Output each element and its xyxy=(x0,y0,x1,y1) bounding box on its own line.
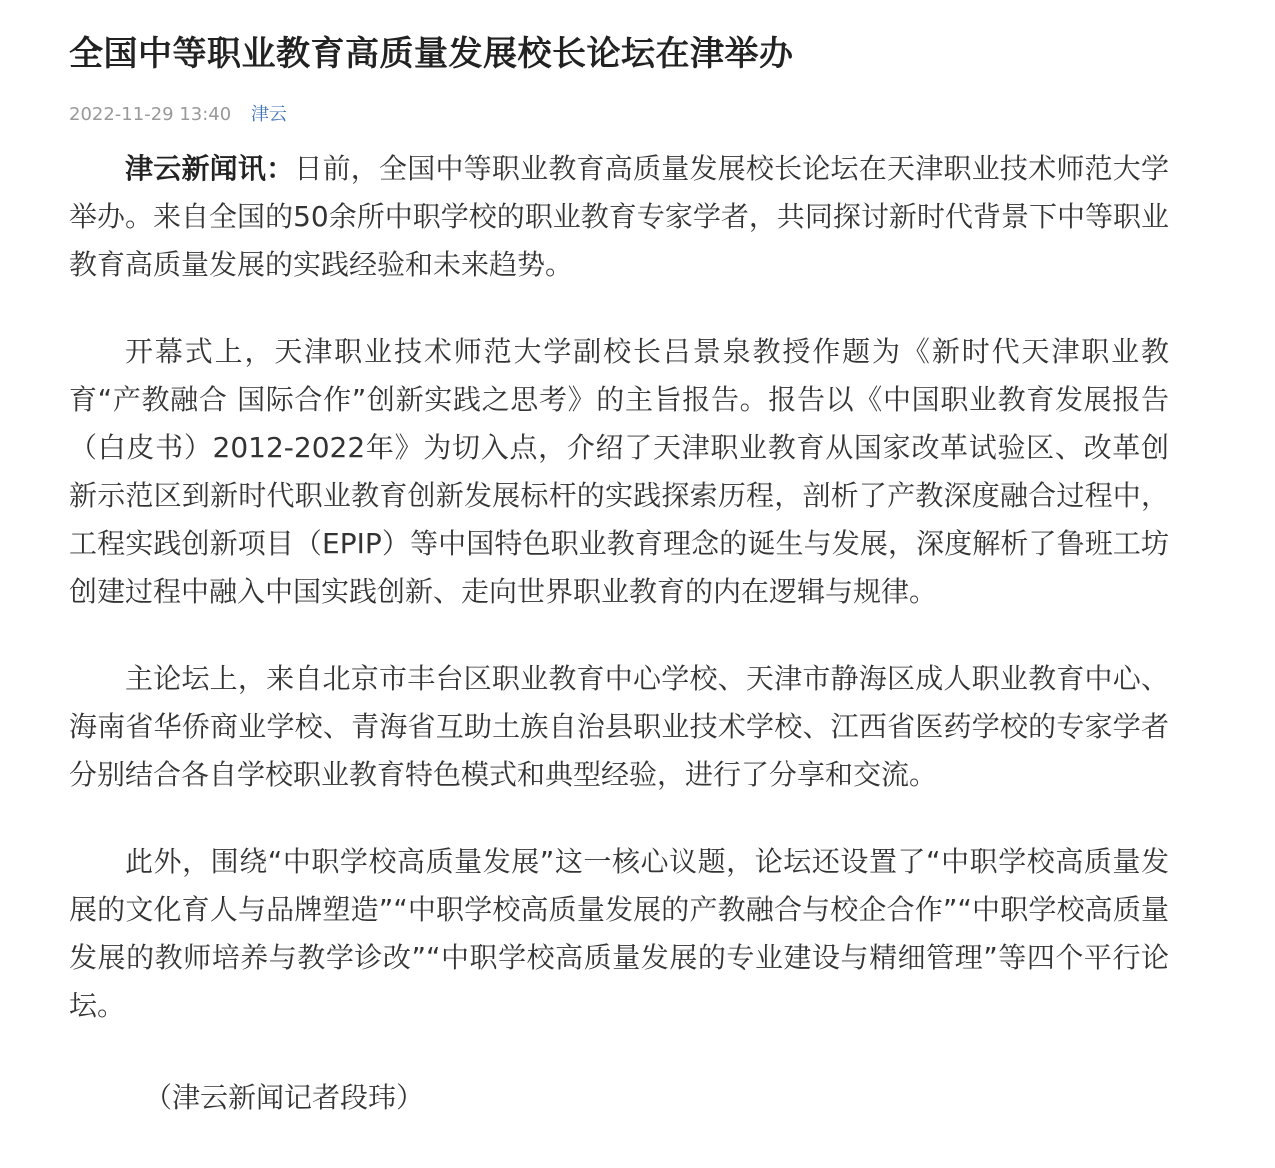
paragraph xyxy=(69,145,1169,289)
article-meta xyxy=(69,102,1169,128)
paragraph: 主论坛上，来自北京市丰台区职业教育中心学校、天津市静海区成人职业教育中心、海南省华侨商业学校、青海省互助土族自治县职业技术学校、江西省医药学校的专家学者分别结合各自学校职业教育特色模式和典型经验，进行了分享和交流。 xyxy=(69,662,1169,791)
publish-time: 2022-11-29 13:40 xyxy=(69,104,232,125)
article-body xyxy=(69,145,1169,1030)
byline: （津云新闻记者段玮） xyxy=(144,1081,425,1114)
paragraph: 开幕式上，天津职业技术师范大学副校长吕景泉教授作题为《新时代天津职业教育“产教融合 国际合作”创新实践之思考》的主旨报告。报告以《中国职业教育发展报告（白皮书）2012-2022年》为切入点，介绍了天津职业教育从国家改革试验区、改革创新示范区到新时代职业教育创新发展标杆的实践探索历程，剖析了产教深度融合过程中，工程实践创新项目（EPIP）等中国特色职业教育理念的诞生与发展，深度解析了鲁班工坊创建过程中融入中国实践创新、走向世界职业教育的内在逻辑与规律。 xyxy=(69,335,1169,608)
lead-label: 津云新闻讯： xyxy=(125,152,295,185)
article xyxy=(69,0,1169,1122)
paragraph-text: 日前，全国中等职业教育高质量发展校长论坛在天津职业技术师范大学举办。来自全国的50余所中职学校的职业教育专家学者，共同探讨新时代背景下中等职业教育高质量发展的实践经验和未来趋势。 xyxy=(69,152,1169,281)
article-title: 全国中等职业教育高质量发展校长论坛在津举办 xyxy=(69,34,794,74)
source-link[interactable]: 津云 xyxy=(250,104,287,125)
paragraph: 此外，围绕“中职学校高质量发展”这一核心议题，论坛还设置了“中职学校高质量发展的文化育人与品牌塑造”“中职学校高质量发展的产教融合与校企合作”“中职学校高质量发展的教师培养与教学诊改”“中职学校高质量发展的专业建设与精细管理”等四个平行论坛。 xyxy=(69,845,1169,1022)
